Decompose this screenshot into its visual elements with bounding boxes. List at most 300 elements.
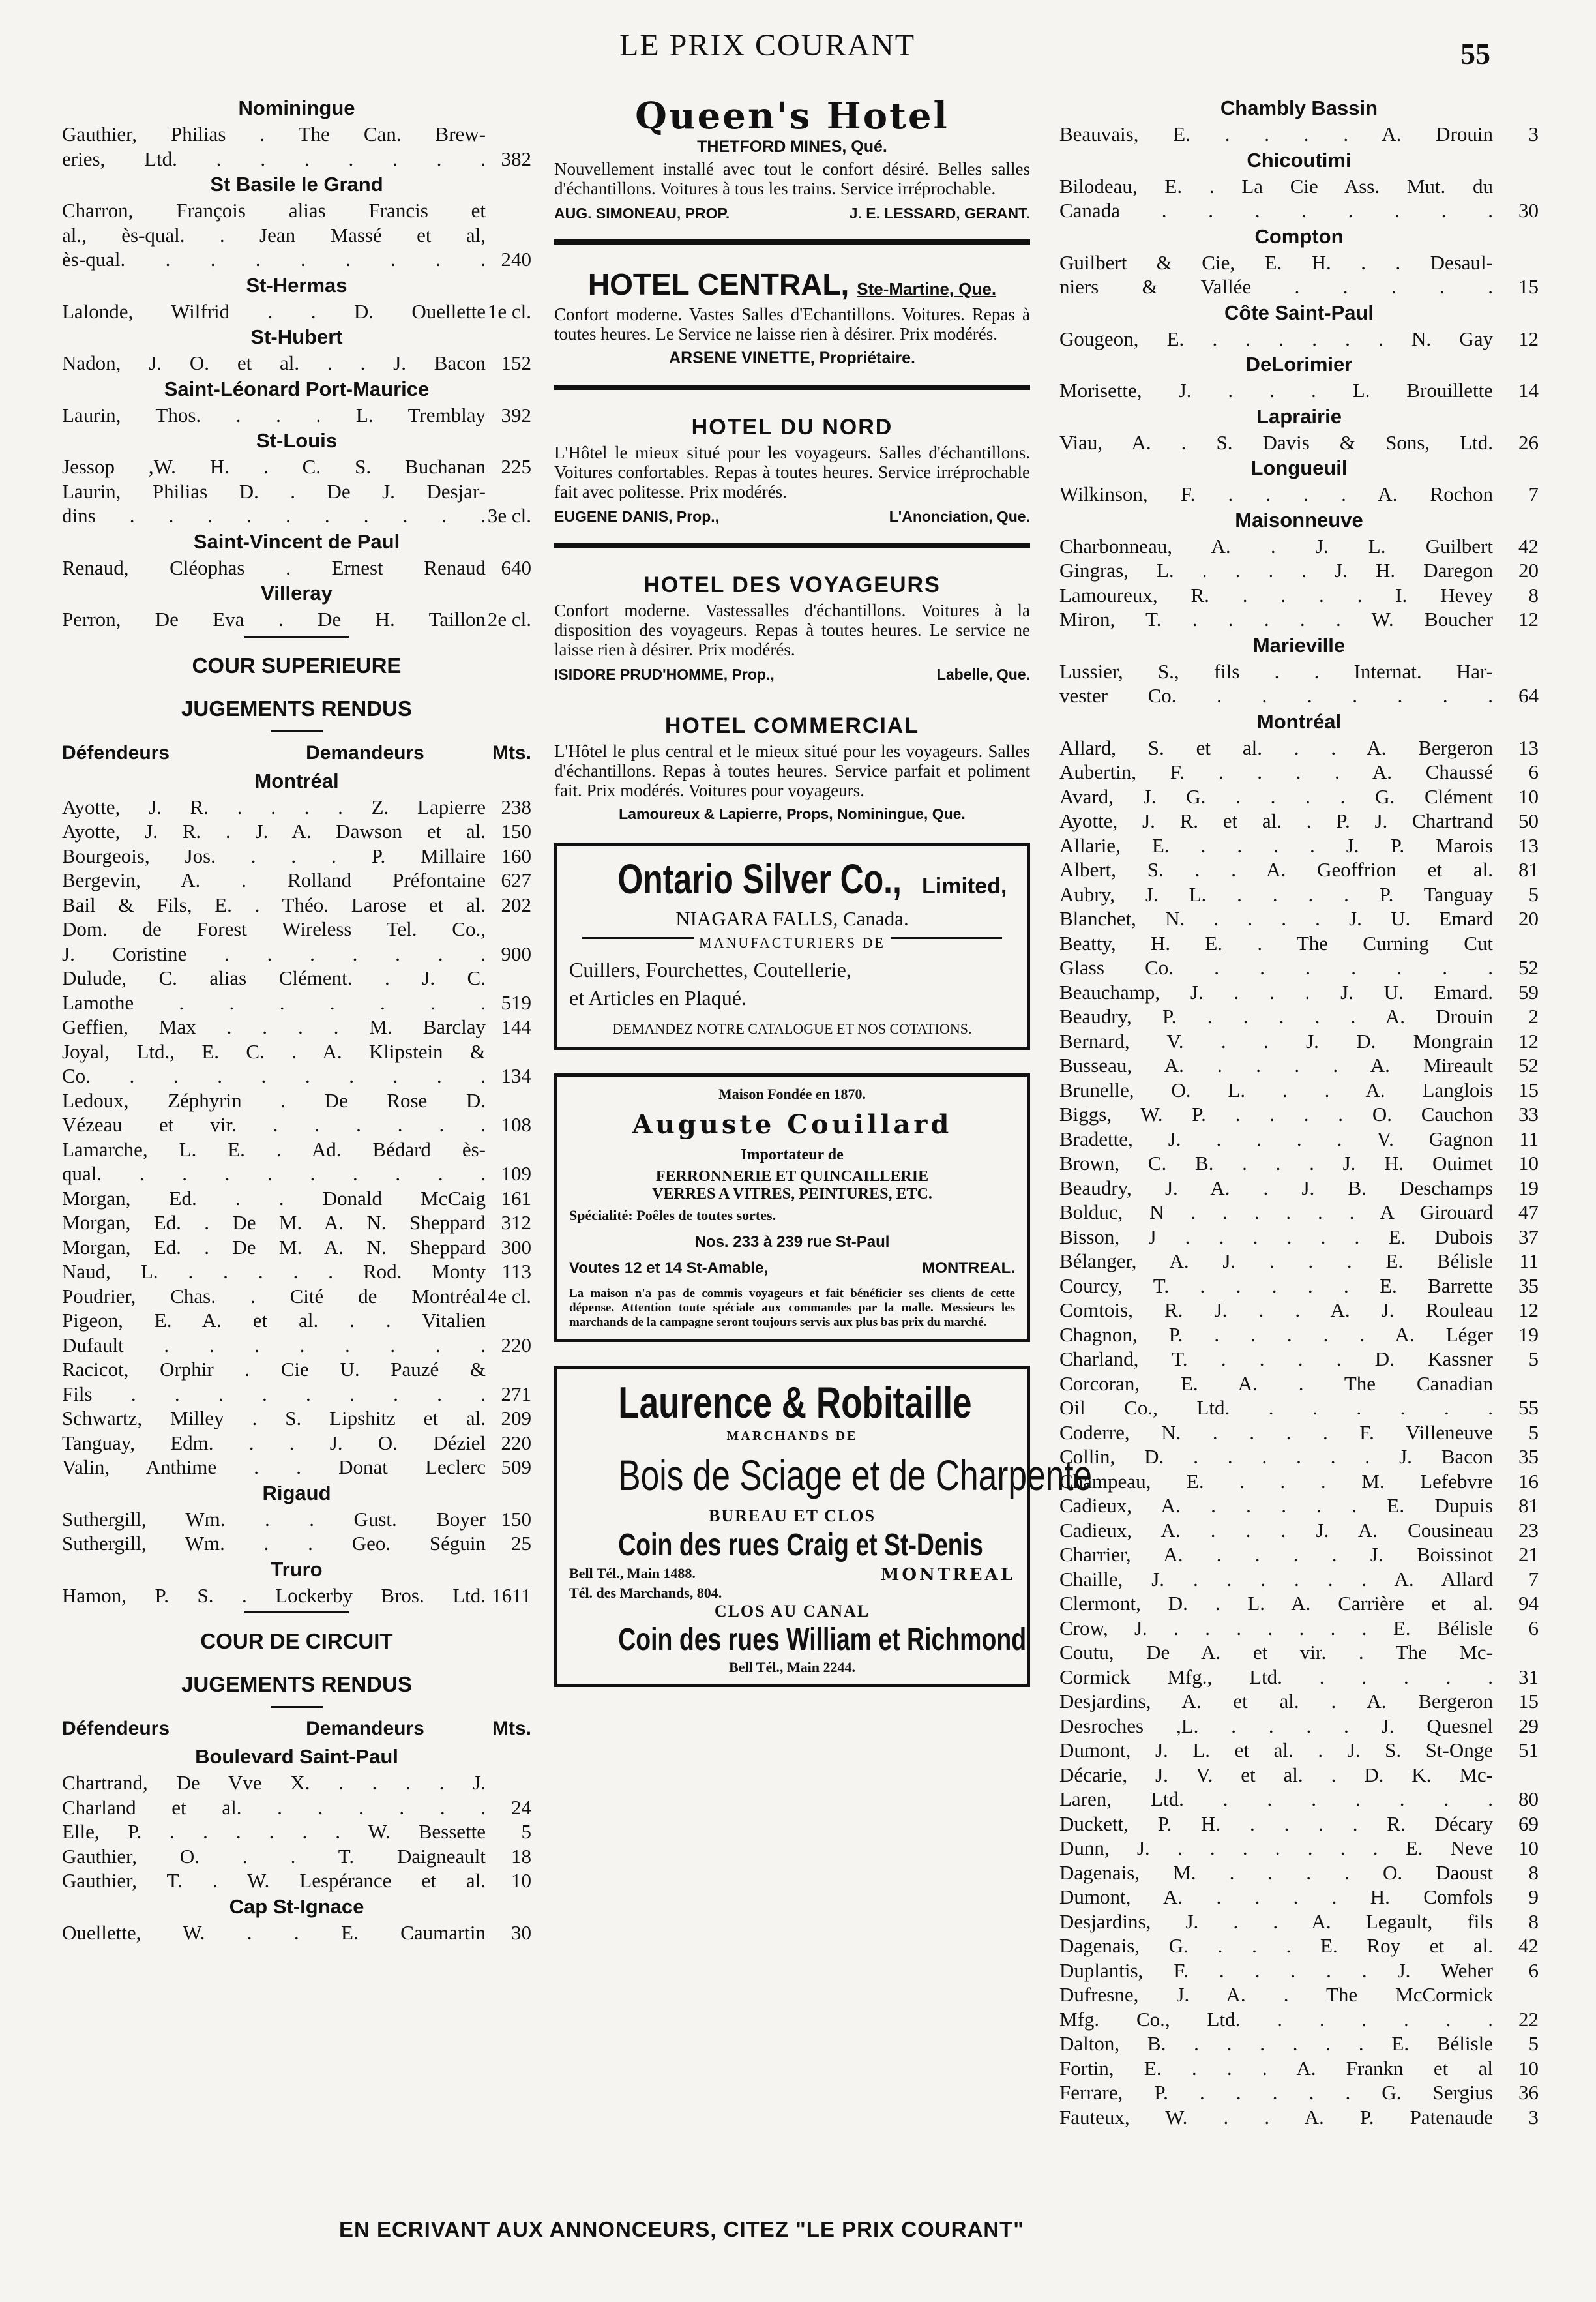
ad-vaults: Voutes 12 et 14 St-Amable, [569, 1259, 768, 1277]
ad-body: L'Hôtel le mieux situé pour les voyageurs. Salles d'échantillons. Voitures confortables. Repas à toutes heures. Service irréprochable fait avec politesse. Prix modérés. [554, 443, 1030, 501]
entry-parties: Geffien, Max . . . . M. Barclay [62, 1015, 486, 1038]
judgement-entry [1059, 833, 1539, 858]
entry-parties: Desroches ,L. . . . . J. Quesnel [1059, 1714, 1493, 1737]
entry-parties: Bélanger, A. J. . . . E. Bélisle [1059, 1249, 1493, 1272]
judgement-entry [1059, 1861, 1539, 1885]
entry-parties: Duckett, P. H. . . . . R. Décary [1059, 1812, 1493, 1835]
locality-heading: Saint-Vincent de Paul [193, 530, 400, 553]
entry-amount: 16 [1518, 1469, 1539, 1493]
entry-parties: Racicot, Orphir . Cie U. Pauzé & Fils . . . . . . . . . [62, 1358, 486, 1405]
judgement-entry [1059, 785, 1539, 809]
judgement-entry [1059, 1836, 1539, 1861]
ad-city: NIAGARA FALLS, Canada. [675, 907, 909, 930]
ad-title: HOTEL DU NORD [691, 415, 893, 440]
judgement-entry [1059, 1738, 1539, 1763]
judgement-entry [1059, 980, 1539, 1005]
entry-amount: 7 [1528, 483, 1539, 505]
entry-amount: 13 [1518, 736, 1539, 759]
entry-amount: 238 [501, 795, 531, 818]
entry-amount: 4e cl. [487, 1284, 531, 1308]
entry-amount: 509 [501, 1456, 531, 1478]
page-footer: EN ECRIVANT AUX ANNONCEURS, CITEZ "LE PRIX COURANT" [339, 2217, 1024, 2241]
ad-body: Confort moderne. Vastessalles d'échantillons. Voitures à la disposition des voyageurs. Repas à toutes heures. Le service ne laisse rien à désirer. Prix modérés. [554, 601, 1030, 659]
entry-amount: 37 [1518, 1225, 1539, 1248]
column-headers [62, 739, 531, 768]
entry-amount: 15 [1518, 1078, 1539, 1101]
judgement-entry [1059, 607, 1539, 632]
ad-auguste-couillard [554, 1073, 1030, 1342]
judgement-entry [1059, 1982, 1539, 2031]
ad-yard: CLOS AU CANAL [714, 1602, 870, 1621]
entry-amount: 20 [1518, 907, 1539, 930]
entry-parties: Desjardins, J. . . A. Legault, fils [1059, 1909, 1493, 1933]
entry-parties: Viau, A. . S. Davis & Sons, Ltd. [1059, 430, 1493, 454]
judgement-entry [62, 1819, 531, 1844]
ad-footer: DEMANDEZ NOTRE CATALOGUE ET NOS COTATIONS. [612, 1021, 972, 1037]
entry-amount: 392 [501, 403, 531, 426]
entry-amount: 19 [1518, 1176, 1539, 1199]
entry-amount: 5 [1528, 2032, 1539, 2055]
entry-parties: Dulude, C. alias Clément. . J. C. Lamothe . . . . . . . [62, 966, 486, 1014]
entry-amount: 225 [501, 455, 531, 478]
ad-products-2: et Articles en Plaqué. [569, 986, 746, 1009]
entry-parties: Morisette, J. . . . L. Brouillette [1059, 379, 1493, 402]
judgement-entry [1059, 1616, 1539, 1641]
judgement-entry [62, 1455, 531, 1480]
judgement-entry [1059, 1371, 1539, 1420]
header-defendants: Défendeurs [62, 741, 170, 764]
ad-city: MONTREAL. [922, 1259, 1015, 1277]
entry-amount: 10 [511, 1869, 531, 1892]
header-amount: Mts. [492, 1718, 531, 1739]
entry-amount: 12 [1518, 1029, 1539, 1053]
ad-tel-1: Bell Tél., Main 1488. [569, 1565, 696, 1581]
entry-parties: Bilodeau, E. . La Cie Ass. Mut. du Canada . . . . . . . . [1059, 174, 1493, 222]
entry-parties: Blanchet, N. . . . . J. U. Emard [1059, 907, 1493, 930]
entry-parties: Dagenais, G. . . . E. Roy et al. [1059, 1934, 1493, 1957]
judgement-entry [62, 1431, 531, 1456]
judgement-entry [62, 299, 531, 324]
locality-heading: Villeray [261, 582, 332, 605]
ad-body: Confort moderne. Vastes Salles d'Echantillons. Voitures. Repas à toutes heures. Le Service ne laisse rien à désirer. Prix modérés. [554, 305, 1030, 344]
judgement-entry [1059, 1591, 1539, 1616]
locality-heading: Côte Saint-Paul [1224, 301, 1374, 324]
entry-amount: 14 [1518, 379, 1539, 402]
entry-parties: Lussier, S., fils . . Internat. Har- vester Co. . . . . . . . [1059, 659, 1493, 707]
entry-amount: 81 [1518, 858, 1539, 881]
entry-parties: Busseau, A. . . . . A. Mireault [1059, 1054, 1493, 1077]
judgement-entry [62, 1284, 531, 1309]
entry-parties: Crow, J. . . . . . . . E. Bélisle [1059, 1616, 1493, 1639]
entry-amount: 300 [501, 1235, 531, 1259]
judgement-entry [62, 1921, 531, 1945]
entry-amount: 35 [1518, 1445, 1539, 1468]
judgement-entry [62, 1137, 531, 1186]
ad-footer-left: EUGENE DANIS, Prop., [554, 508, 720, 525]
entry-parties: Bisson, J . . . . . . E. Dubois [1059, 1225, 1493, 1248]
entry-parties: Desjardins, A. et al. . A. Bergeron [1059, 1690, 1493, 1712]
entry-parties: Suthergill, Wm. . . Gust. Boyer [62, 1507, 486, 1531]
ad-address: Nos. 233 à 239 rue St-Paul [694, 1233, 890, 1251]
entry-amount: 8 [1528, 1909, 1539, 1933]
entry-amount: 35 [1518, 1274, 1539, 1297]
entry-parties: Lamarche, L. E. . Ad. Bédard ès- qual. . . . . . . . . . [62, 1137, 486, 1185]
ad-tel-2: Tél. des Marchands, 804. [569, 1585, 722, 1601]
judgement-entry [1059, 250, 1539, 299]
entry-amount: 64 [1518, 684, 1539, 707]
entry-parties: Dalton, B. . . . . . . E. Bélisle [1059, 2032, 1493, 2055]
ad-tel-3: Bell Tél., Main 2244. [729, 1659, 855, 1675]
locality-heading: Compton [1254, 224, 1344, 248]
locality-heading: DeLorimier [1245, 353, 1353, 376]
entry-parties: Allarie, E. . . . . J. P. Marois [1059, 833, 1493, 857]
entry-amount: 26 [1518, 430, 1539, 454]
locality-heading: St-Hubert [250, 325, 343, 348]
judgement-entry [62, 1844, 531, 1869]
judgement-entry [1059, 1078, 1539, 1103]
entry-amount: 12 [1518, 608, 1539, 631]
ad-city: MONTREAL [880, 1565, 1015, 1585]
ad-body: Nouvellement installé avec tout le confort désiré. Belles salles d'échantillons. Voitures à tous les trains. Service irréprochable. [554, 159, 1030, 198]
entry-amount: 23 [1518, 1518, 1539, 1542]
ad-line-2: VERRES A VITRES, PEINTURES, ETC. [652, 1186, 932, 1203]
locality-heading: Longueuil [1250, 456, 1348, 479]
entry-parties: Gauthier, O. . . T. Daigneault [62, 1844, 486, 1868]
judgement-entry [1059, 122, 1539, 147]
ad-footer-right: Labelle, Que. [936, 666, 1030, 683]
entry-amount: 5 [1528, 882, 1539, 906]
judgement-entry [1059, 2031, 1539, 2056]
entry-parties: Brunelle, O. L. . . A. Langlois [1059, 1078, 1493, 1101]
judgement-entry [1059, 1176, 1539, 1201]
ad-hotel-central [554, 267, 1030, 368]
ad-footer-left: AUG. SIMONEAU, PROP. [554, 205, 730, 222]
entry-amount: 3 [1528, 123, 1539, 145]
entry-parties: Biggs, W. P. . . . . O. Cauchon [1059, 1103, 1493, 1126]
judgement-entry [1059, 760, 1539, 785]
judgement-entry [1059, 2080, 1539, 2105]
entry-amount: 15 [1518, 275, 1539, 298]
judgement-entry [1059, 882, 1539, 907]
ad-founded: Maison Fondée en 1870. [718, 1086, 866, 1102]
section-rule [271, 1706, 323, 1708]
judgement-entry [62, 1868, 531, 1893]
judgement-entry [62, 1406, 531, 1431]
entry-parties: Suthergill, Wm. . . Geo. Séguin [62, 1532, 486, 1555]
entry-parties: Beauvais, E. . . . . A. Drouin [1059, 123, 1493, 145]
entry-amount: 52 [1518, 1054, 1539, 1077]
judgement-entry [62, 122, 531, 171]
entry-amount: 5 [1528, 1420, 1539, 1444]
ad-office: BUREAU ET CLOS [709, 1506, 876, 1525]
judgement-entry [1059, 1029, 1539, 1054]
ad-wood: Bois de Sciage et de Charpente [618, 1451, 1093, 1499]
divider-rule [554, 239, 1030, 245]
judgement-entry [62, 351, 531, 376]
ad-hotel-commercial [554, 713, 1030, 823]
entry-amount: 10 [1518, 1152, 1539, 1174]
entry-parties: Décarie, J. V. et al. . D. K. Mc- Laren, Ltd. . . . . . . . [1059, 1763, 1493, 1810]
entry-amount: 59 [1518, 980, 1539, 1004]
ad-limited: Limited, [922, 874, 1007, 899]
header-plaintiffs: Demandeurs [306, 741, 424, 764]
entry-parties: Nadon, J. O. et al. . . J. Bacon [62, 351, 486, 374]
entry-amount: 9 [1528, 1885, 1539, 1908]
judgement-entry [1059, 1885, 1539, 1909]
ad-importer: Importateur de [741, 1146, 844, 1163]
entry-amount: 271 [501, 1382, 531, 1405]
judgement-entry [1059, 1151, 1539, 1176]
entry-parties: Gauthier, T. . W. Lespérance et al. [62, 1869, 486, 1892]
judgement-entry [1059, 534, 1539, 559]
entry-parties: Naud, L. . . . . . Rod. Monty [62, 1260, 486, 1283]
entry-amount: 8 [1528, 1861, 1539, 1884]
locality-heading: Laprairie [1256, 404, 1342, 428]
entry-parties: Duplantis, F. . . . . . J. Weher [1059, 1958, 1493, 1982]
entry-amount: 220 [501, 1431, 531, 1454]
entry-parties: Beaudry, J. A. . J. B. Deschamps [1059, 1176, 1493, 1199]
locality-heading: Saint-Léonard Port-Maurice [164, 377, 430, 400]
locality-heading: St-Louis [256, 429, 337, 452]
entry-amount: 109 [501, 1162, 531, 1185]
entry-amount: 11 [1519, 1127, 1539, 1150]
entry-parties: Perron, De Eva . De H. Taillon [62, 608, 486, 631]
judgement-entry [1059, 1004, 1539, 1029]
entry-amount: 2e cl. [487, 608, 531, 631]
judgement-entry [1059, 482, 1539, 507]
entry-amount: 21 [1518, 1543, 1539, 1566]
ad-footer: ARSENE VINETTE, Propriétaire. [669, 349, 915, 367]
entry-amount: 6 [1528, 760, 1539, 783]
judgement-entry [1059, 736, 1539, 760]
ad-body: L'Hôtel le plus central et le mieux situé pour les voyageurs. Salles d'échantillons. Repas à toutes heures. Service parfait et poliment fait. Prix modérés. Voitures pour voyageurs. [554, 741, 1030, 800]
entry-amount: 18 [511, 1844, 531, 1868]
judgement-entry [1059, 906, 1539, 931]
judgement-entry [62, 607, 531, 632]
entry-parties: Ayotte, J. R. . J. A. Dawson et al. [62, 820, 486, 843]
entry-parties: Valin, Anthime . . Donat Leclerc [62, 1456, 486, 1478]
entry-amount: 1611 [492, 1583, 531, 1607]
entry-amount: 312 [501, 1211, 531, 1234]
locality-heading: Montréal [254, 769, 339, 792]
entry-parties: Bourgeois, Jos. . . . P. Millaire [62, 844, 486, 867]
judgement-entry [1059, 1102, 1539, 1127]
entry-amount: 12 [1518, 1298, 1539, 1321]
judgement-entry [62, 455, 531, 479]
divider-rule [554, 385, 1030, 390]
divider-rule [554, 543, 1030, 548]
locality-heading: St Basile le Grand [210, 173, 383, 196]
entry-amount: 10 [1518, 1836, 1539, 1859]
judgement-entry [1059, 1127, 1539, 1152]
entry-amount: 152 [501, 351, 531, 374]
judgement-entry [62, 795, 531, 820]
header-plaintiffs: Demandeurs [306, 1718, 424, 1739]
entry-amount: 10 [1518, 785, 1539, 808]
entry-amount: 220 [501, 1333, 531, 1356]
judgements-heading: JUGEMENTS RENDUS [181, 696, 412, 721]
entry-parties: Elle, P. . . . . . . W. Bessette [62, 1820, 486, 1843]
entry-parties: Pigeon, E. A. et al. . . Vitalien Dufault . . . . . . . . [62, 1309, 486, 1356]
judgement-entry [1059, 1958, 1539, 1983]
entry-parties: Aubertin, F. . . . . A. Chaussé [1059, 760, 1493, 783]
ad-footer: Lamoureux & Lapierre, Props, Nominingue, Que. [619, 805, 966, 822]
entry-parties: Wilkinson, F. . . . . A. Rochon [1059, 483, 1493, 505]
judgement-entry [62, 1088, 531, 1137]
entry-parties: Jessop ,W. H. . C. S. Buchanan [62, 455, 486, 478]
locality-heading: Rigaud [262, 1481, 331, 1504]
entry-amount: 13 [1518, 833, 1539, 857]
ad-title: HOTEL CENTRAL, [587, 267, 850, 301]
entry-parties: Bolduc, N . . . . . . A Girouard [1059, 1201, 1493, 1223]
entry-parties: Albert, S. . . A. Geoffrion et al. [1059, 858, 1493, 881]
court-heading: COUR SUPERIEURE [192, 653, 402, 678]
entry-amount: 6 [1528, 1958, 1539, 1982]
judgement-entry [62, 868, 531, 893]
locality-heading: Boulevard Saint-Paul [195, 1745, 398, 1768]
page-number: 55 [1460, 37, 1490, 70]
judgement-entry [1059, 2105, 1539, 2130]
entry-parties: Chaille, J. . . . . . . A. Allard [1059, 1567, 1493, 1591]
entry-amount: 30 [1518, 199, 1539, 222]
locality-heading: Nominingue [238, 97, 355, 119]
entry-parties: Chartrand, De Vve X. . . . . J. Charland et al. . . . . . . [62, 1771, 486, 1819]
judgement-entry [1059, 1567, 1539, 1592]
judgement-entry [1059, 1640, 1539, 1689]
entry-amount: 134 [501, 1064, 531, 1087]
judgement-entry [1059, 1518, 1539, 1543]
entry-amount: 94 [1518, 1592, 1539, 1615]
judgement-entry [1059, 174, 1539, 223]
entry-parties: Dom. de Forest Wireless Tel. Co., J. Coristine . . . . . . . [62, 918, 486, 965]
entry-amount: 113 [501, 1260, 531, 1283]
ad-place: Ste-Martine, Que. [857, 279, 997, 299]
entry-parties: Corcoran, E. A. . The Canadian Oil Co., Ltd. . . . . . . [1059, 1371, 1493, 1419]
entry-amount: 55 [1518, 1396, 1539, 1419]
entry-parties: Morgan, Ed. . De M. A. N. Sheppard [62, 1235, 486, 1259]
entry-parties: Charrier, A. . . . . J. Boissinot [1059, 1543, 1493, 1566]
entry-parties: Dumont, A. . . . . H. Comfols [1059, 1885, 1493, 1908]
entry-amount: 3e cl. [487, 504, 531, 527]
entry-parties: Cadieux, A. . . . . . E. Dupuis [1059, 1494, 1493, 1517]
judgement-entry [1059, 1934, 1539, 1958]
entry-parties: Ayotte, J. R. . . . . Z. Lapierre [62, 795, 486, 818]
judgement-entry [1059, 1469, 1539, 1494]
judgement-entry [62, 1259, 531, 1284]
entry-amount: 161 [501, 1186, 531, 1210]
ad-hotel-des-voyageurs [554, 573, 1030, 683]
entry-parties: Joyal, Ltd., E. C. . A. Klipstein & Co. . . . . . . . . . [62, 1039, 486, 1087]
entry-amount: 382 [501, 147, 531, 170]
judgement-entry [1059, 327, 1539, 351]
locality-heading: Marieville [1252, 633, 1346, 657]
page-header: LE PRIX COURANT [619, 28, 916, 63]
judgement-entry [1059, 1053, 1539, 1078]
judgement-entry [1059, 809, 1539, 833]
ad-title: HOTEL DES VOYAGEURS [643, 573, 941, 597]
entry-parties: Fauteux, W. . . A. P. Patenaude [1059, 2105, 1493, 2129]
entry-parties: Comtois, R. J. . . A. J. Rouleau [1059, 1298, 1493, 1321]
judgement-entry [1059, 558, 1539, 583]
ad-footer-left: ISIDORE PRUD'HOMME, Prop., [554, 666, 775, 683]
entry-amount: 11 [1519, 1249, 1539, 1272]
entry-amount: 24 [511, 1795, 531, 1819]
entry-amount: 20 [1518, 559, 1539, 582]
entry-amount: 50 [1518, 809, 1539, 832]
entry-parties: Morgan, Ed. . De M. A. N. Sheppard [62, 1211, 486, 1234]
entry-amount: 627 [501, 869, 531, 891]
entry-parties: Avard, J. G. . . . . G. Clément [1059, 785, 1493, 808]
entry-parties: Ayotte, J. R. et al. . P. J. Chartrand [1059, 809, 1493, 832]
judgement-entry [1059, 1714, 1539, 1739]
entry-amount: 25 [511, 1532, 531, 1555]
judgement-entry [1059, 1763, 1539, 1812]
entry-parties: Charron, François alias Francis et al., ès-qual. . Jean Massé et al, ès-qual. . . . . . . . . [62, 199, 486, 271]
header-amount: Mts. [492, 741, 531, 764]
judgement-entry [1059, 1274, 1539, 1298]
entry-amount: 108 [501, 1113, 531, 1136]
entry-parties: Lamoureux, R. . . . . I. Hevey [1059, 583, 1493, 606]
entry-parties: Miron, T. . . . . . W. Boucher [1059, 608, 1493, 631]
entry-amount: 51 [1518, 1739, 1539, 1761]
entry-amount: 209 [501, 1407, 531, 1429]
entry-amount: 8 [1528, 583, 1539, 606]
entry-parties: Poudrier, Chas. . Cité de Montréal [62, 1284, 486, 1308]
entry-parties: Champeau, E. . . . M. Lefebvre [1059, 1469, 1493, 1493]
entry-parties: Schwartz, Milley . S. Lipshitz et al. [62, 1407, 486, 1429]
entry-amount: 640 [501, 556, 531, 579]
entry-parties: Dagenais, M. . . . . O. Daoust [1059, 1861, 1493, 1884]
entry-parties: Coderre, N. . . . . F. Villeneuve [1059, 1420, 1493, 1444]
entry-amount: 202 [501, 893, 531, 916]
locality-heading: Truro [271, 1557, 323, 1581]
judgement-entry [1059, 931, 1539, 980]
entry-amount: 150 [501, 1507, 531, 1531]
entry-parties: Clermont, D. . L. A. Carrière et al. [1059, 1592, 1493, 1615]
entry-parties: Allard, S. et al. . . A. Bergeron [1059, 736, 1493, 759]
entry-parties: Beatty, H. E. . The Curning Cut Glass Co. . . . . . . . [1059, 931, 1493, 979]
ad-title: Laurence & Robitaille [618, 1378, 972, 1428]
entry-parties: Bail & Fils, E. . Théo. Larose et al. [62, 893, 486, 916]
ad-subtitle: THETFORD MINES, Qué. [697, 138, 887, 156]
entry-parties: Bergevin, A. . Rolland Préfontaine [62, 869, 486, 891]
entry-parties: Courcy, T. . . . . . E. Barrette [1059, 1274, 1493, 1297]
judgement-entry [1059, 1444, 1539, 1469]
entry-parties: Aubry, J. L. . . . . P. Tanguay [1059, 882, 1493, 906]
judgements-column-left [62, 95, 531, 1945]
entry-parties: Gingras, L. . . . . J. H. Daregon [1059, 559, 1493, 582]
entry-amount: 80 [1518, 1787, 1539, 1810]
locality-heading: Chicoutimi [1247, 148, 1352, 172]
entry-amount: 29 [1518, 1714, 1539, 1737]
judgement-entry [62, 1531, 531, 1556]
entry-parties: Tanguay, Edm. . . J. O. Déziel [62, 1431, 486, 1454]
entry-parties: Fortin, E. . . . A. Frankn et al [1059, 2056, 1493, 2080]
court-heading: COUR DE CIRCUIT [200, 1629, 393, 1653]
entry-parties: Renaud, Cléophas . Ernest Renaud [62, 556, 486, 579]
entry-parties: Ouellette, W. . . E. Caumartin [62, 1921, 486, 1944]
judgement-entry [1059, 1225, 1539, 1249]
entry-parties: Laurin, Philias D. . De J. Desjar- dins . . . . . . . . . . [62, 479, 486, 527]
judgement-entry [1059, 1347, 1539, 1371]
ad-footer-right: J. E. LESSARD, GERANT. [849, 205, 1030, 222]
entry-amount: 47 [1518, 1201, 1539, 1223]
locality-heading: Cap St-Ignace [229, 1894, 364, 1918]
judgement-entry [1059, 659, 1539, 708]
entry-parties: Gauthier, Philias . The Can. Brew- eries, Ltd. . . . . . . . [62, 123, 486, 170]
entry-parties: Guilbert & Cie, E. H. . . Desaul- niers & Vallée . . . . . [1059, 250, 1493, 298]
ad-line-1: FERRONNERIE ET QUINCAILLERIE [655, 1168, 929, 1185]
